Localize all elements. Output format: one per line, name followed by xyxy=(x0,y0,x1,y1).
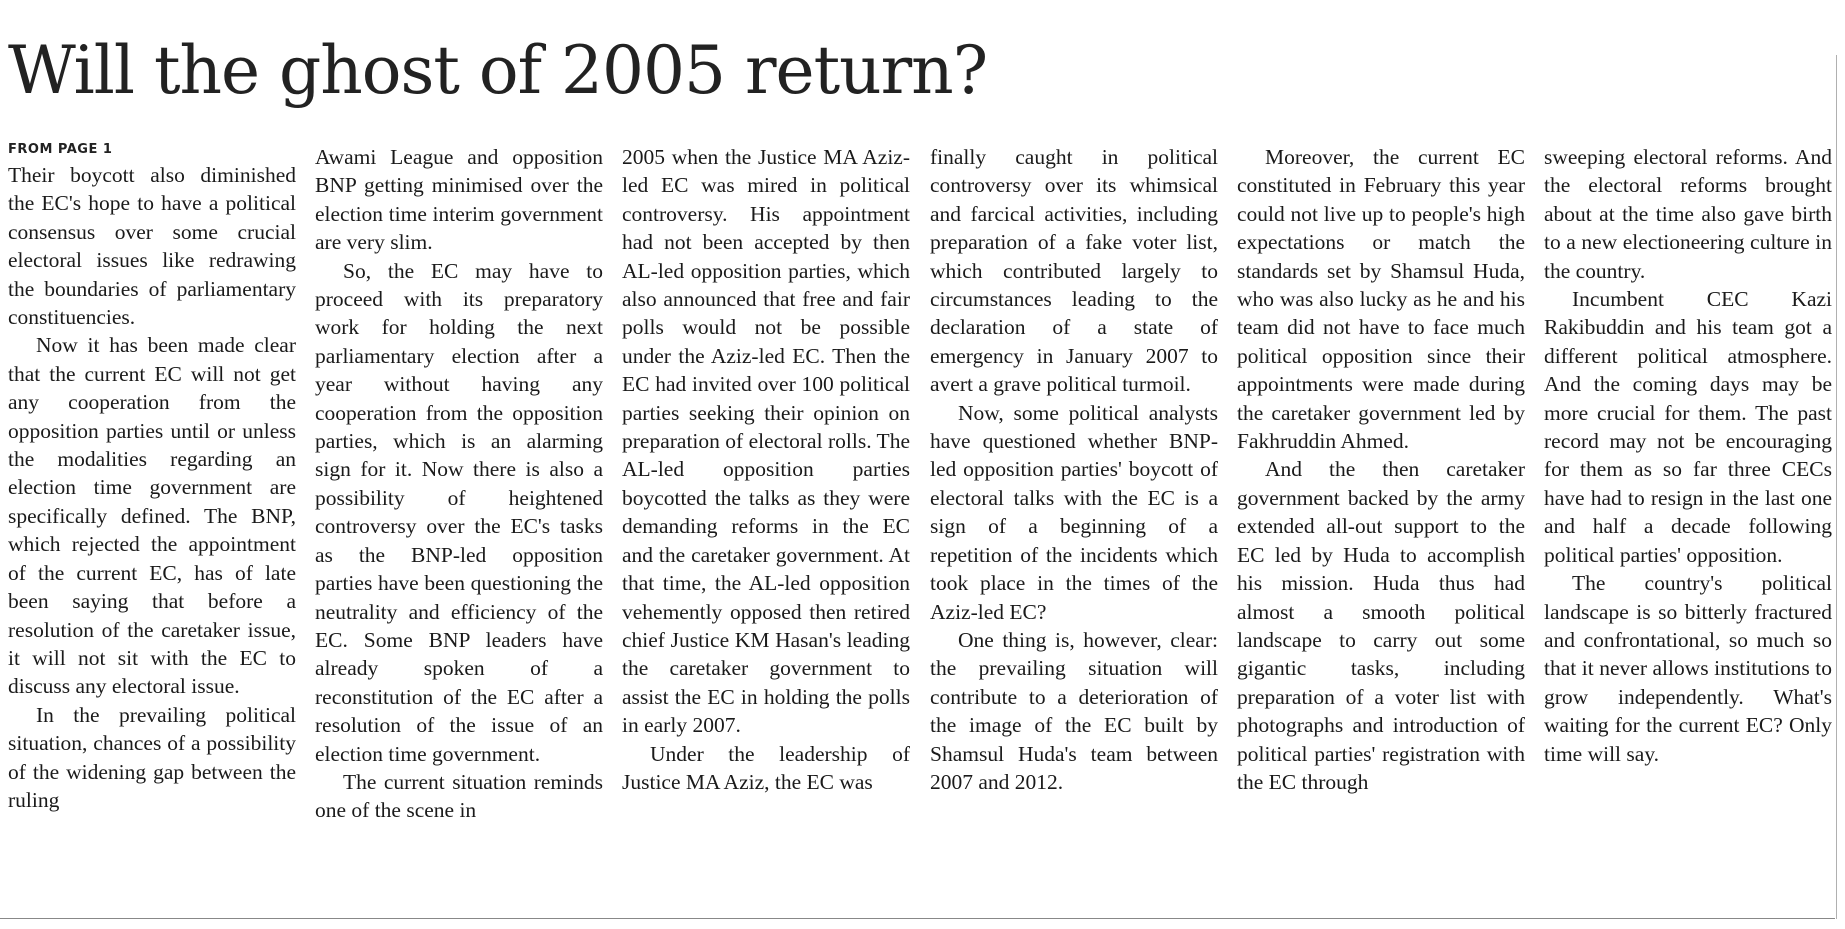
bottom-border-rule xyxy=(0,918,1835,919)
right-border-rule xyxy=(1836,55,1837,919)
article-column-1 xyxy=(8,143,296,903)
article-column-6 xyxy=(1544,143,1832,903)
article-paragraph: Incumbent CEC Kazi Rakibuddin and his team got a different political atmosphere. And the coming days may be more crucial for them. The past record may not be encouraging for them as so far three CECs have had to resign in the last one and half a decade following political parties' opposition. xyxy=(1544,287,1832,567)
article-paragraph: 2005 when the Justice MA Aziz-led EC was mired in political controversy. His appointment had not been accepted by then AL-led opposition parties, which also announced that free and fair polls would not be possible under the Aziz-led EC. Then the EC had invited over 100 political parties seeking their opinion on preparation of electoral rolls. The AL-led opposition parties boycotted the talks as they were demanding reforms in the EC and the caretaker government. At that time, the AL-led opposition vehemently opposed then retired chief Justice KM Hasan's leading the caretaker government to assist the EC in holding the polls in early 2007. xyxy=(622,145,910,738)
article-column-4 xyxy=(930,143,1218,903)
continuation-kicker: FROM PAGE 1 xyxy=(8,143,113,157)
article-column-3 xyxy=(622,143,910,903)
headline: Will the ghost of 2005 return? xyxy=(8,32,988,109)
article-paragraph: In the prevailing political situation, chances of a possibility of the widening gap between the ruling xyxy=(8,702,296,812)
article-paragraph: The current situation reminds one of the scene in xyxy=(315,769,603,823)
article-paragraph: So, the EC may have to proceed with its preparatory work for holding the next parliamentary election after a year without having any cooperation from the opposition parties, which is an alarming sign for it. Now there is also a possibility of heightened controversy over the EC's tasks as the BNP-led opposition parties have been questioning the neutrality and efficiency of the EC. Some BNP leaders have already spoken of a reconstitution of the EC after a resolution of the issue of an election time government. xyxy=(315,258,603,766)
article-body xyxy=(8,143,1832,903)
article-paragraph: One thing is, however, clear: the prevailing situation will contribute to a deterioration of the image of the EC built by Shamsul Huda's team between 2007 and 2012. xyxy=(930,627,1218,794)
article-paragraph: Their boycott also diminished the EC's hope to have a political consensus over some crucial electoral issues like redrawing the boundaries of parliamentary constituencies. xyxy=(8,163,296,330)
article-paragraph: sweeping electoral reforms. And the electoral reforms brought about at the time also gave birth to a new electioneering culture in the country. xyxy=(1544,145,1832,283)
article-paragraph: Under the leadership of Justice MA Aziz, the EC was xyxy=(622,741,910,794)
article-paragraph: Awami League and opposition BNP getting minimised over the election time interim government are very slim. xyxy=(315,145,603,255)
article-paragraph: Moreover, the current EC constituted in February this year could not live up to people's high expectations or match the standards set by Shamsul Huda, who was also lucky as he and his team did not have to face much political opposition since their appointments were made during the caretaker government led by Fakhruddin Ahmed. xyxy=(1237,145,1525,454)
article-paragraph: And the then caretaker government backed by the army extended all-out support to the EC led by Huda to accomplish his mission. Huda thus had almost a smooth political landscape to carry out some gigantic tasks, including preparation of a voter list with photographs and introduction of political parties' registration with the EC through xyxy=(1237,457,1525,794)
article-paragraph: Now it has been made clear that the current EC will not get any cooperation from the opposition parties until or unless the modalities regarding an election time government are specifically defined. The BNP, which rejected the appointment of the current EC, has of late been saying that before a resolution of the caretaker issue, it will not sit with the EC to discuss any electoral issue. xyxy=(8,333,296,699)
article-paragraph: finally caught in political controversy over its whimsical and farcical activities, including preparation of a fake voter list, which contributed largely to circumstances leading to the declaration of a state of emergency in January 2007 to avert a grave political turmoil. xyxy=(930,145,1218,397)
article-paragraph: Now, some political analysts have questioned whether BNP-led opposition parties' boycott of electoral talks with the EC is a sign of a beginning of a repetition of the incidents which took place in the times of the Aziz-led EC? xyxy=(930,400,1218,624)
article-column-5 xyxy=(1237,143,1525,903)
article-column-2 xyxy=(315,143,603,903)
article-paragraph: The country's political landscape is so bitterly fractured and confrontational, so much so that it never allows institutions to grow independently. What's waiting for the current EC? Only time will say. xyxy=(1544,571,1832,766)
